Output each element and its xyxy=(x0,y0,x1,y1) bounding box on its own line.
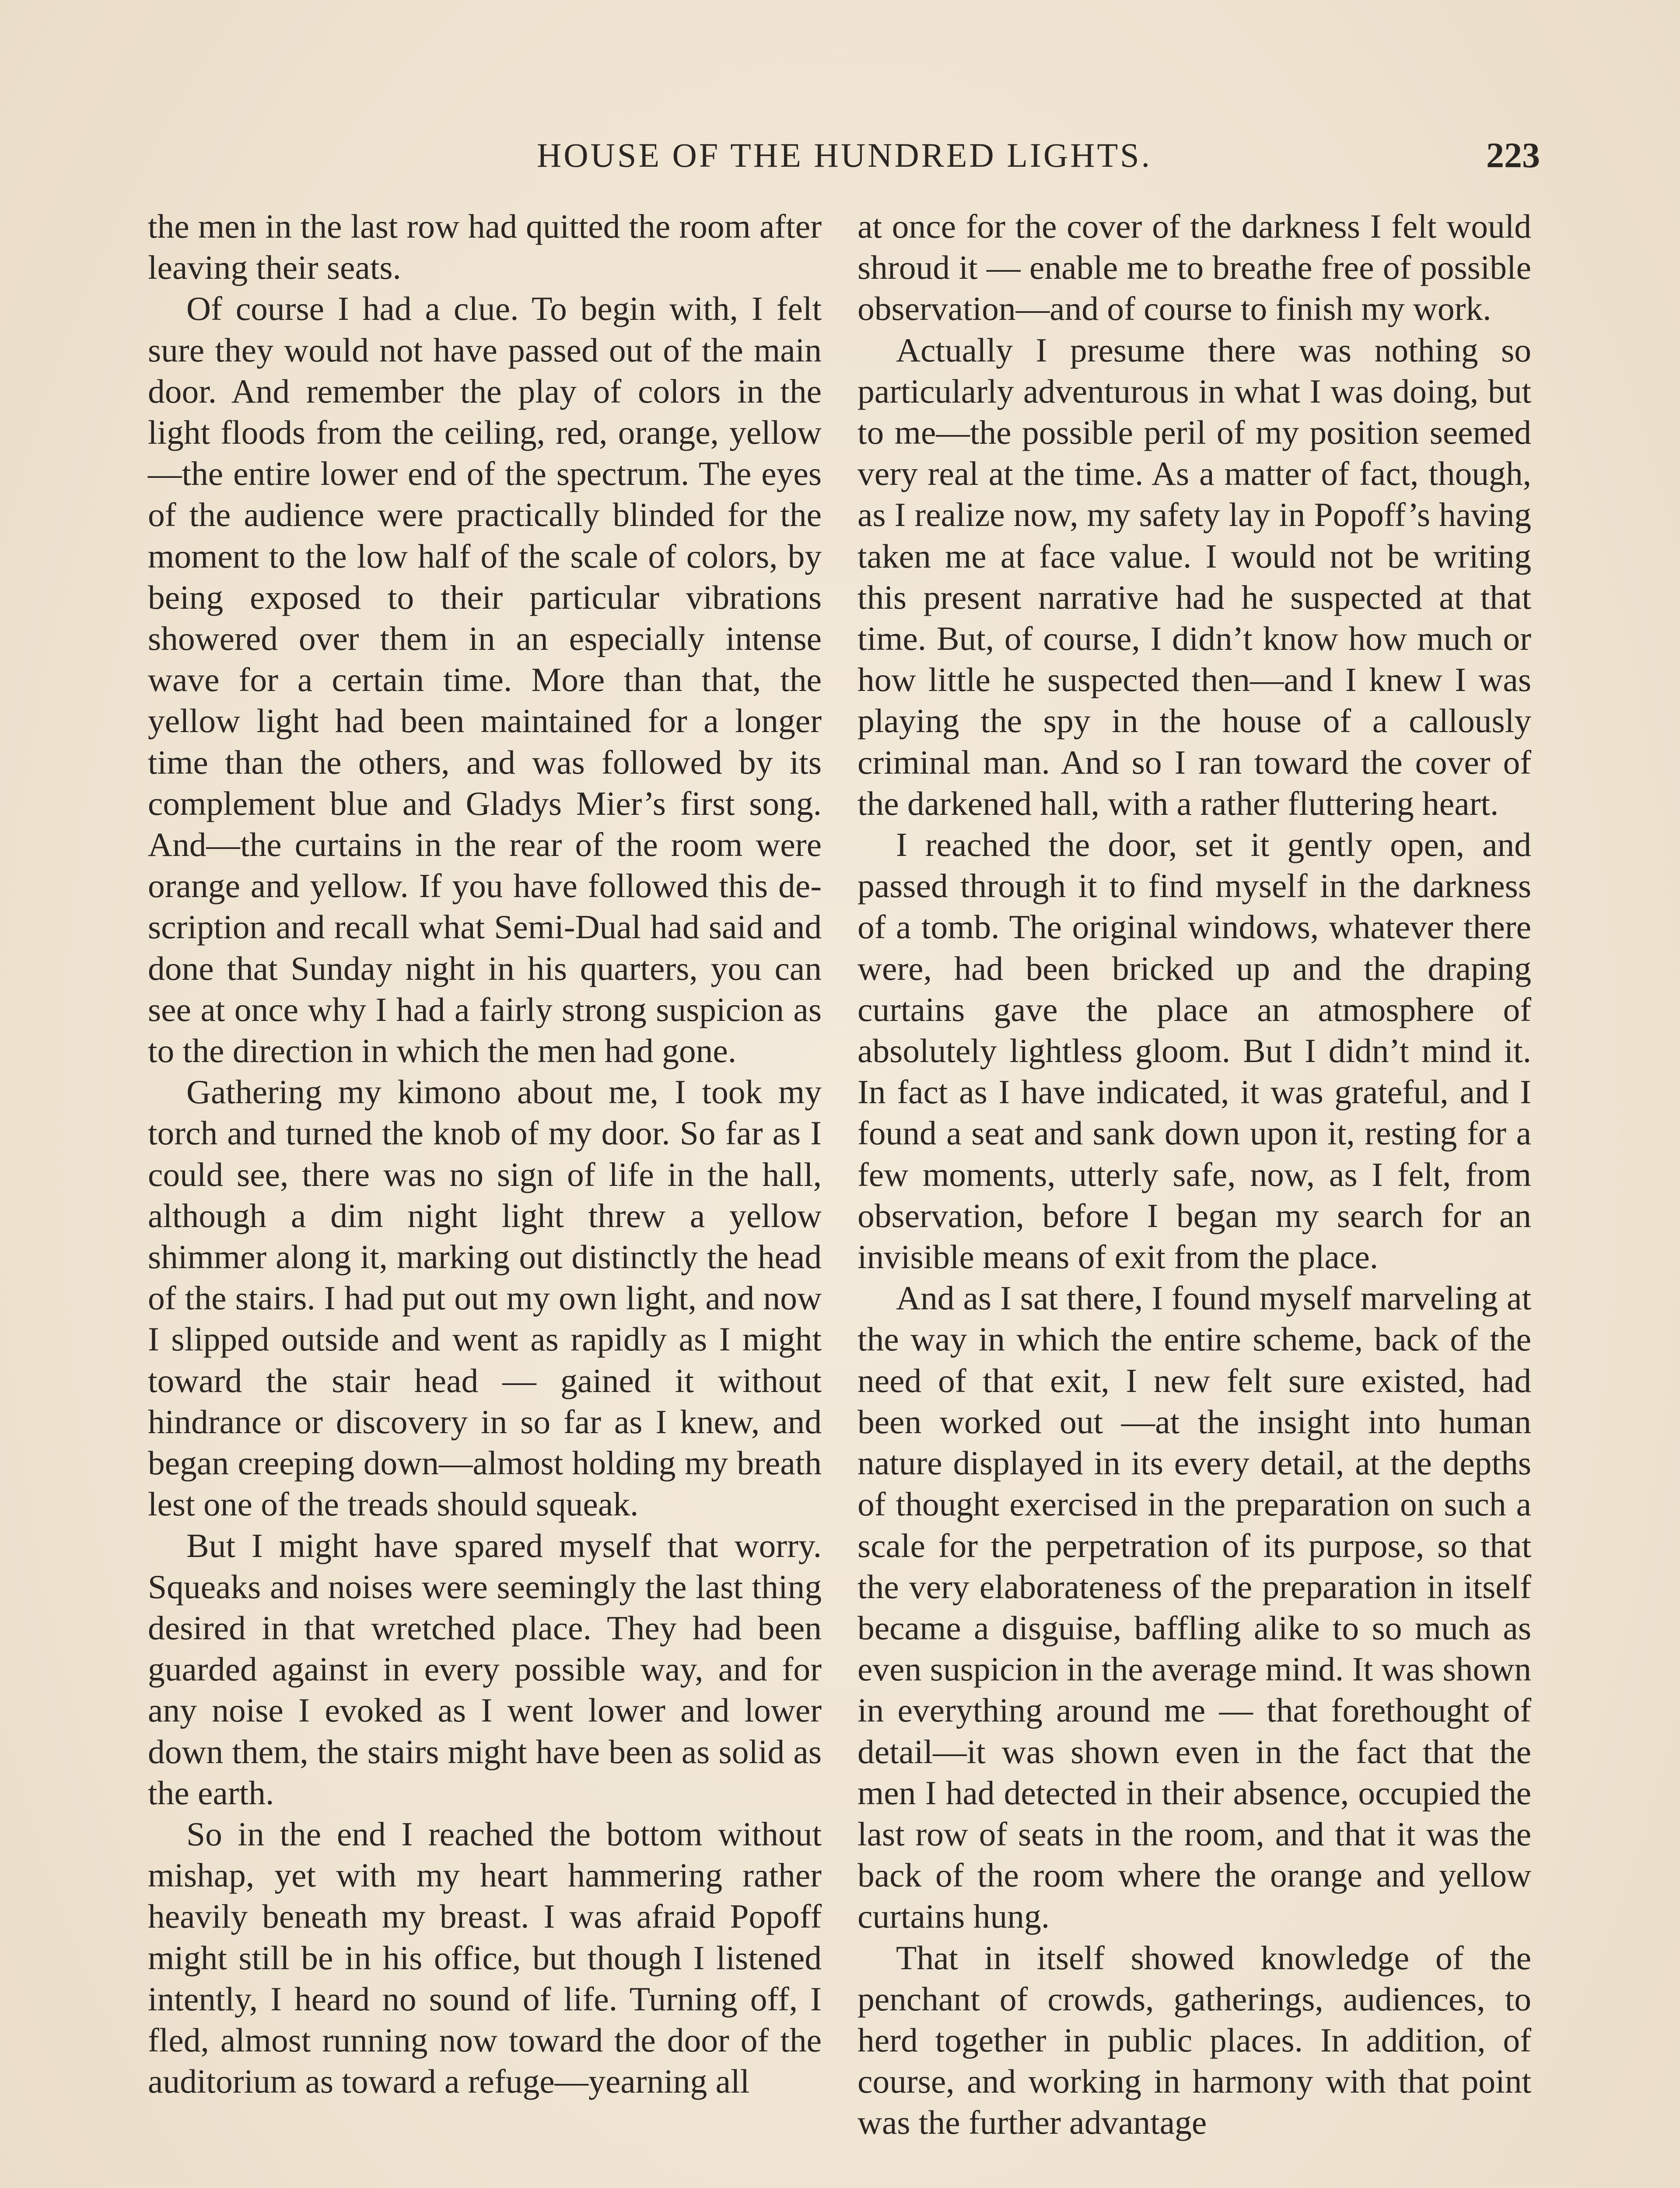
left-column xyxy=(148,206,822,2102)
paragraph: And as I sat there, I found myself marveling at the way in which the entire scheme, back of the need of that exit, I new felt sure existed, had been worked out —at the insight into human nature displayed in its every detail, at the depths of thought exercised in the preparation on such a scale for the perpetration of its purpose, so that the very elaborateness of the preparation in itself became a disguise, baffling alike to so much as even suspicion in the average mind. It was shown in everything around me — that forethought of detail—it was shown even in the fact that the men I had detected in their absence, occupied the last row of seats in the room, and that it was the back of the room where the orange and yellow curtains hung. xyxy=(858,1279,1531,1936)
right-column xyxy=(858,206,1531,2143)
paragraph: at once for the cover of the darkness I felt would shroud it — enable me to breathe free of possible observation—and of course to finish my work. xyxy=(858,207,1531,328)
page-number: 223 xyxy=(1486,135,1540,175)
paragraph: Of course I had a clue. To begin with, I felt sure they would not have passed out of the main door. And remember the play of colors in the light floods from the ceiling, red, orange, yellow—the entire lower end of the spectrum. The eyes of the audience were practically blinded for the moment to the low half of the scale of colors, by being exposed to their particular vibrations showered over them in an especially intense wave for a certain time. More than that, the yellow light had been maintained for a longer time than the others, and was followed by its complement blue and Gladys Mier’s first song. And—the curtains in the rear of the room were orange and yellow. If you have followed this description and recall what Semi-Dual had said and done that Sunday night in his quarters, you can see at once why I had a fairly strong suspicion as to the direction in which the men had gone. xyxy=(148,290,822,1070)
paragraph: I reached the door, set it gently open, and passed through it to find myself in the darkness of a tomb. The original windows, whatever there were, had been bricked up and the draping curtains gave the place an atmosphere of absolutely lightless gloom. But I didn’t mind it. In fact as I have indicated, it was grateful, and I found a seat and sank down upon it, resting for a few moments, utterly safe, now, as I felt, from observation, before I began my search for an invisible means of exit from the place. xyxy=(858,826,1531,1276)
paragraph: Actually I presume there was nothing so particularly adventurous in what I was doing, but to me—the possible peril of my position seemed very real at the time. As a matter of fact, though, as I realize now, my safety lay in Popoff’s having taken me at face value. I would not be writing this present narrative had he suspected at that time. But, of course, I didn’t know how much or how little he suspected then—and I knew I was playing the spy in the house of a callously criminal man. And so I ran toward the cover of the darkened hall, with a rather fluttering heart. xyxy=(858,331,1531,822)
paragraph: the men in the last row had quitted the room after leaving their seats. xyxy=(148,207,822,287)
paragraph: But I might have spared myself that worry. Squeaks and noises were seemingly the last thing desired in that wretched place. They had been guarded against in every possible way, and for any noise I evoked as I went lower and lower down them, the stairs might have been as solid as the earth. xyxy=(148,1526,822,1812)
paragraph: So in the end I reached the bottom without mishap, yet with my heart hammering rather heavily beneath my breast. I was afraid Popoff might still be in his office, but though I listened intently, I heard no sound of life. Turning off, I fled, almost running now toward the door of the auditorium as toward a refuge—yearning all xyxy=(148,1815,822,2100)
page-header xyxy=(149,131,1540,179)
paragraph: That in itself showed knowledge of the penchant of crowds, gatherings, audiences, to herd together in public places. In addition, of course, and working in harmony with that point was the further advantage xyxy=(858,1939,1531,2142)
running-head: HOUSE OF THE HUNDRED LIGHTS. xyxy=(536,136,1152,174)
paragraph: Gathering my kimono about me, I took my torch and turned the knob of my door. So far as I could see, there was no sign of life in the hall, although a dim night light threw a yellow shimmer along it, marking out distinctly the head of the stairs. I had put out my own light, and now I slipped outside and went as rapidly as I might toward the stair head — gained it without hindrance or discovery in so far as I knew, and began creeping down—almost holding my breath lest one of the treads should squeak. xyxy=(148,1073,822,1523)
